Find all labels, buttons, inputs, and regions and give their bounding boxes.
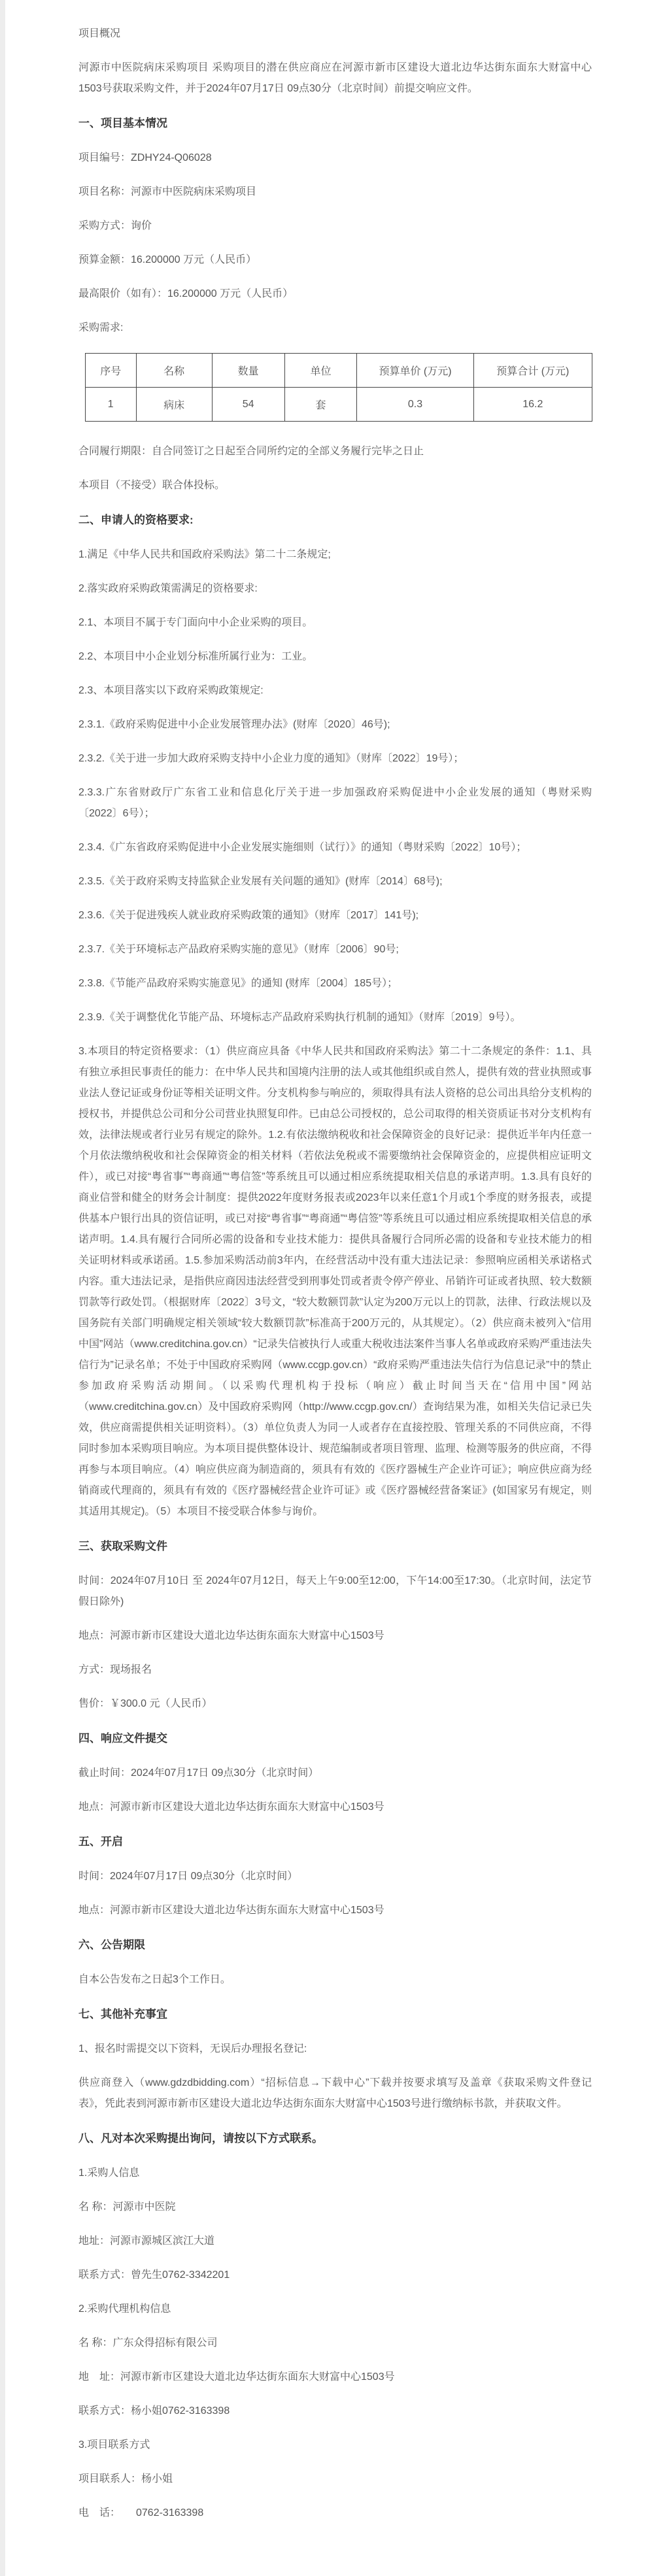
heading-basic-info: 一、项目基本情况 [78, 117, 167, 129]
para-open-place: 地点：河源市新市区建设大道北边华达街东面东大财富中心1503号 [78, 1905, 384, 1916]
para-project-contact-person: 项目联系人：杨小姐 [78, 2473, 173, 2484]
qualification-item: 2.3.4.《广东省政府采购促进中小企业发展实施细则（试行）》的通知（粤财采购〔2022〕10号）； [78, 842, 527, 853]
para-agency-contact: 联系方式：杨小姐0762-3163398 [78, 2405, 230, 2417]
para-submit-place: 地点：河源市新市区建设大道北边华达街东面东大财富中心1503号 [78, 1801, 384, 1813]
para-agency-name: 名 称：广东众得招标有限公司 [78, 2337, 218, 2349]
para-supplement-2: 供应商登入（www.gdzdbidding.com）“招标信息→下载中心”下载并按要求填写及盖章《获取采购文件登记表》，凭此表到河源市新市区建设大道北边华达街东面东大财富中心1503号进行缴纳标书款，并获取文件。 [78, 2077, 592, 2109]
col-header-seq: 序号 [86, 354, 137, 388]
para-method: 采购方式：询价 [78, 220, 152, 231]
demand-table [85, 353, 592, 422]
para-notice-period: 自本公告发布之日起3个工作日。 [78, 1974, 231, 1985]
qualification-item: 2.3.2.《关于进一步加大政府采购支持中小企业力度的通知》（财库〔2022〕19号）； [78, 753, 464, 764]
cell-name: 病床 [136, 388, 212, 422]
para-project-name: 项目名称：河源市中医院病床采购项目 [78, 186, 257, 197]
heading-obtain-docs: 三、获取采购文件 [78, 1540, 167, 1552]
para-budget: 预算金额：16.200000 万元（人民币） [78, 254, 257, 265]
para-obtain-way: 方式：现场报名 [78, 1664, 152, 1675]
col-header-name: 名称 [136, 354, 212, 388]
qualification-item-specific: 3.本项目的特定资格要求：（1）供应商应具备《中华人民共和国政府采购法》第二十二条规定的条件：1.1、具有独立承担民事责任的能力：在中华人民共和国境内注册的法人或其他组织或自然人，提供有效的营业执照或事业法人登记证或身份证等相关证明文件。分支机构参与响应的，须取得具有法人资格的总公司出具给分支机构的授权书，并提供总公司和分公司营业执照复印件。已由总公司授权的，总公司取得的相关资质证书对分支机构有效，法律法规或者行业另有规定的除外。1.2.有依法缴纳税收和社会保障资金的良好记录：提供近半年内任意一个月依法缴纳税收和社会保障资金的相关材料（若依法免税或不需要缴纳社会保障资金的，应提供相应证明文件），或已对接“粤省事”“粤商通”“粤信签”等系统且可以通过相应系统提取相关信息的承诺声明。1.3.具有良好的商业信誉和健全的财务会计制度：提供2022年度财务报表或2023年以来任意1个月或1个季度的财务报表，或提供基本户银行出具的资信证明，或已对接“粤省事”“粤商通”“粤信签”等系统且可以通过相应系统提取相关信息的承诺声明。1.4.具有履行合同所必需的设备和专业技术能力：提供具备履行合同所必需的设备和专业技术能力的相关证明材料或承诺函。1.5.参加采购活动前3年内，在经营活动中没有重大违法记录：参照响应函相关承诺格式内容。重大违法记录，是指供应商因违法经营受到刑事处罚或者责令停产停业、吊销许可证或者执照、较大数额罚款等行政处罚。（根据财库〔2022〕3号文，“较大数额罚款”认定为200万元以上的罚款，法律、行政法规以及国务院有关部门明确规定相关领域“较大数额罚款”标准高于200万元的，从其规定）。（2）供应商未被列入“信用中国”网站（www.creditchina.gov.cn）“记录失信被执行人或重大税收违法案件当事人名单或政府采购严重违法失信行为”记录名单；不处于中国政府采购网（www.ccgp.gov.cn）“政府采购严重违法失信行为信息记录”中的禁止参加政府采购活动期间。（以采购代理机构于投标（响应）截止时间当天在“信用中国”网站（www.creditchina.gov.cn）及中国政府采购网（http://www.ccgp.gov.cn/）查询结果为准，如相关失信记录已失效，供应商需提供相关证明资料）。（3）单位负责人为同一人或者存在直接控股、管理关系的不同供应商，不得同时参加本采购项目响应。为本项目提供整体设计、规范编制或者项目管理、监理、检测等服务的供应商，不得再参与本项目响应。（4）响应供应商为制造商的，须具有有效的《医疗器械生产企业许可证》；响应供应商为经销商或代理商的，须具有有效的《医疗器械经营企业许可证》或《医疗器械经营备案证》(如国家另有规定，则其适用其规定)。（5）本项目不接受联合体参与询价。 [78, 1046, 592, 1517]
para-project-contact-phone: 电 话： 0762-3163398 [78, 2507, 204, 2518]
para-purchaser-address: 地址：河源市源城区滨江大道 [78, 2235, 215, 2247]
heading-submit: 四、响应文件提交 [78, 1732, 167, 1745]
table-row [86, 388, 592, 422]
para-project-contact-label: 3.项目联系方式 [78, 2439, 150, 2451]
heading-open: 五、开启 [78, 1835, 123, 1848]
para-obtain-price: 售价：￥300.0 元（人民币） [78, 1698, 213, 1709]
para-obtain-place: 地点：河源市新市区建设大道北边华达街东面东大财富中心1503号 [78, 1630, 384, 1641]
para-agency-address: 地 址：河源市新市区建设大道北边华达街东面东大财富中心1503号 [78, 2371, 395, 2383]
qualification-item: 2.3、本项目落实以下政府采购政策规定: [78, 685, 264, 696]
para-submit-deadline: 截止时间：2024年07月17日 09点30分（北京时间） [78, 1767, 319, 1779]
qualification-item: 2.3.8.《节能产品政府采购实施意见》的通知 (财库〔2004〕185号）； [78, 978, 398, 989]
qualification-item: 2.3.5.《关于政府采购支持监狱企业发展有关问题的通知》(财库〔2014〕68号); [78, 876, 443, 887]
para-purchaser-label: 1.采购人信息 [78, 2167, 140, 2179]
col-header-qty: 数量 [212, 354, 284, 388]
qualification-item: 2.落实政府采购政策需满足的资格要求: [78, 583, 258, 594]
cell-qty: 54 [212, 388, 284, 422]
announcement-document [78, 24, 592, 2524]
para-demand-label: 采购需求: [78, 322, 124, 333]
para-agency-label: 2.采购代理机构信息 [78, 2303, 171, 2315]
qualification-item: 1.满足《中华人民共和国政府采购法》第二十二条规定; [78, 549, 331, 560]
heading-qualification: 二、申请人的资格要求: [78, 514, 194, 526]
page-overview-label: 项目概况 [78, 28, 121, 39]
para-supplement-1: 1、报名时需提交以下资料，无误后办理报名登记: [78, 2043, 307, 2054]
para-open-time: 时间：2024年07月17日 09点30分（北京时间） [78, 1871, 298, 1882]
para-contract-period: 合同履行期限：自合同签订之日起至合同所约定的全部义务履行完毕之日止 [78, 446, 424, 457]
cell-unit: 套 [284, 388, 357, 422]
qualification-item: 2.3.3.广东省财政厅广东省工业和信息化厅关于进一步加强政府采购促进中小企业发展的通知（粤财采购〔2022〕6号）； [78, 787, 592, 819]
qualification-item: 2.3.9.《关于调整优化节能产品、环境标志产品政府采购执行机制的通知》（财库〔2019〕9号）。 [78, 1012, 521, 1023]
qualification-item: 2.1、本项目不属于专门面向中小企业采购的项目。 [78, 617, 313, 628]
qualification-item: 2.3.1.《政府采购促进中小企业发展管理办法》(财库〔2020〕46号); [78, 719, 390, 730]
cell-total-price: 16.2 [473, 388, 592, 422]
table-header-row [86, 354, 592, 388]
para-purchaser-contact: 联系方式：曾先生0762-3342201 [78, 2269, 230, 2281]
para-purchaser-name: 名 称：河源市中医院 [78, 2201, 176, 2213]
para-obtain-time: 时间：2024年07月10日 至 2024年07月12日，每天上午9:00至12:00，下午14:00至17:30。（北京时间，法定节假日除外) [78, 1575, 592, 1607]
heading-supplement: 七、其他补充事宜 [78, 2008, 167, 2020]
para-max-price: 最高限价（如有）：16.200000 万元（人民币） [78, 288, 294, 299]
intro-paragraph: 河源市中医院病床采购项目 采购项目的潜在供应商应在河源市新市区建设大道北边华达街东面东大财富中心1503号获取采购文件，并于2024年07月17日 09点30分（北京时间）前提交响应文件。 [78, 62, 592, 94]
qualification-item: 2.3.7.《关于环境标志产品政府采购实施的意见》（财库〔2006〕90号; [78, 944, 399, 955]
col-header-unit: 单位 [284, 354, 357, 388]
para-project-number: 项目编号：ZDHY24-Q06028 [78, 152, 212, 163]
qualification-item: 2.3.6.《关于促进残疾人就业政府采购政策的通知》（财库〔2017〕141号); [78, 910, 419, 921]
col-header-total-price: 预算合计 (万元) [473, 354, 592, 388]
heading-contact: 八、凡对本次采购提出询问，请按以下方式联系。 [78, 2132, 323, 2145]
cell-seq: 1 [86, 388, 137, 422]
cell-unit-price: 0.3 [357, 388, 473, 422]
col-header-unit-price: 预算单价 (万元) [357, 354, 473, 388]
qualification-item: 2.2、本项目中小企业划分标准所属行业为：工业。 [78, 651, 313, 662]
heading-notice-period: 六、公告期限 [78, 1939, 145, 1951]
para-joint-bid: 本项目（不接受）联合体投标。 [78, 480, 226, 491]
announcement-page [5, 0, 648, 2576]
